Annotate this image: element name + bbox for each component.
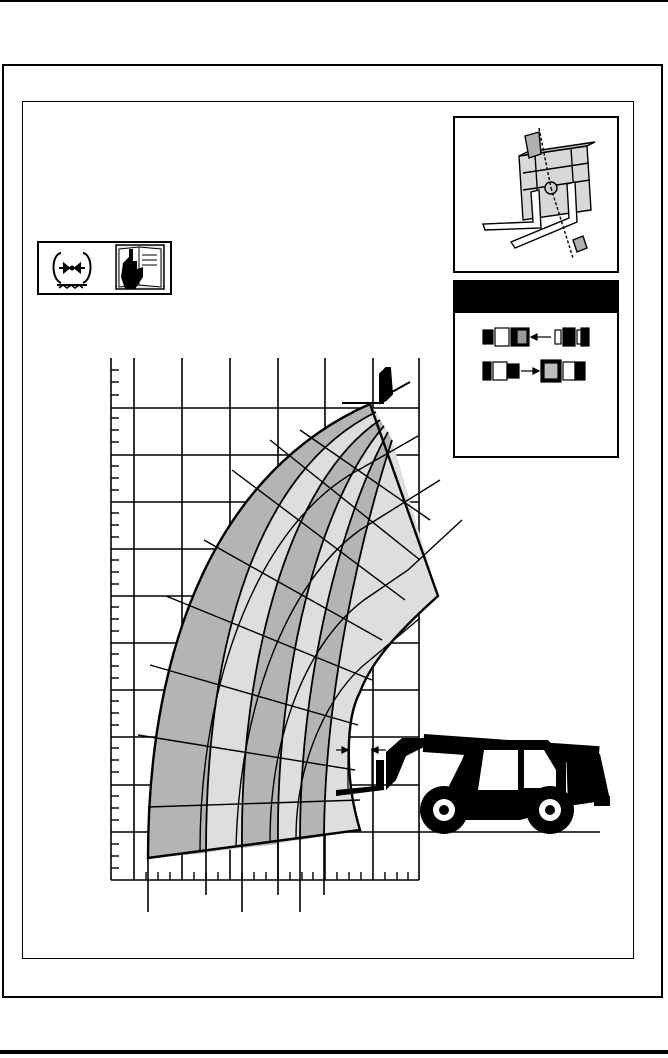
bottom-rule [0, 1050, 668, 1054]
fork-at-max-height-icon [342, 368, 410, 403]
x-axis-ticks [146, 872, 408, 880]
y-axis-ticks [111, 370, 119, 868]
